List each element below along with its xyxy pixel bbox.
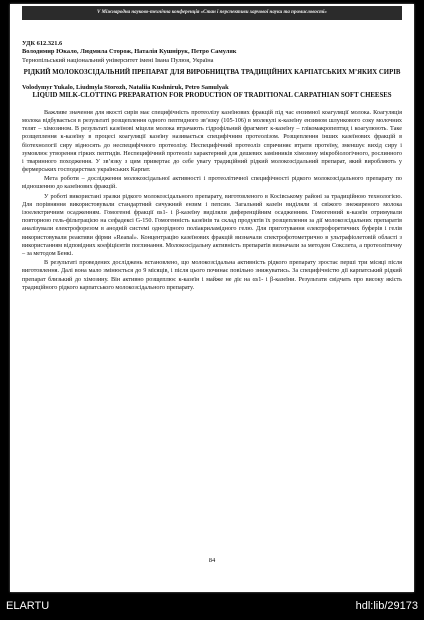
article-body bbox=[22, 40, 402, 293]
affiliation: Тернопільський національний університет імені Івана Пулюя, Україна bbox=[22, 56, 214, 64]
authors-ua: Володимир Юкало, Людмила Сторож, Наталія Кушнірук, Петро Самуляк bbox=[22, 48, 237, 56]
paragraph-results: В результаті проведених досліджень встановлено, що молокозсідальна активність рідкого препарату зростає перші три місяці після виготовлення. Далі вона мало змінюється до 9 місяців, і після цього починає повільно знижуватись. За специфічністю дії карпатський рідкий препарат близький до хімозину. Він активно розщеплює к-казеїн і майже не діє на αs1- і β-казеїни. Результати свідчать про високу якість традиційного рідкого карпатського молокозсідального препарату. bbox=[22, 259, 402, 291]
handle-label: hdl:lib/29173 bbox=[355, 600, 418, 612]
paragraph-methods: У роботі використані зразки рідкого молокозсідального препарату, виготовленого в Косівському районі за традиційною технологією. Для порівняння використовували стандартний сичужний ензим і пепсин. Загальний казеїн виділяли зі свіжого знежиреного молока ізоелектричним осадженням. Гомогенні фракції αs1- і β-казеїну виділяли диференційним осадженням. Гомогенний к-казеїн отримували повторною гель-фільтрацією на сефадексі G-150. Гомогенність казеїнів та склад продуктів їх розщеплення за дії молокозсідальних препаратів аналізували електрофорезом в анодній системі однорідного поліакриламідного гелю. Для приготування електрофоретичних буферів і гелів використовували реактиви фірми «Reanal». Концентрацію казеїнових фракцій визначали спектрофотометрично в ультрафіолетовій області з використанням відповідних коефіцієнтів поглинання. Молокозсідальну активність препаратів визначали за методом Сокслета, а протеолітичну – за методом Бенкі. bbox=[22, 192, 402, 257]
document-page bbox=[10, 4, 414, 592]
paragraph-aim: Мета роботи – дослідження молокозсідальної активності і протеолітичної специфічності рідкого молокозсідального препарату по відношенню до казеїнових фракцій. bbox=[22, 175, 402, 191]
udc-code: УДК 612.321.6 bbox=[22, 40, 63, 47]
viewer-footer bbox=[0, 592, 424, 620]
authors-en: Volodymyr Yukalo, Liudmyla Storozh, Nataliia Kushniruk, Petro Samulyak bbox=[22, 83, 229, 91]
title-ua: РІДКИЙ МОЛОКОЗСІДАЛЬНИЙ ПРЕПАРАТ ДЛЯ ВИРОБНИЦТВА ТРАДИЦІЙНИХ КАРПАТСЬКИХ М’ЯКИХ СИРІВ bbox=[23, 69, 401, 77]
title-en: LIQUID MILK-CLOTTING PREPARATION FOR PRODUCTION OF TRADITIONAL CARPATHIAN SOFT CHEESES bbox=[32, 92, 392, 100]
paragraph-intro: Важливе значення для якості сирів має специфічність протеолізу казеїнових фракцій під час ензимної коагуляції молока. Коагуляція молока відбувається в результаті розщеплення одного пептидного зв’язку (105-106) в молекулі к-казеїну ензимом шлункового соку молочних телят – хімозином. В результаті казеїнові міцели молока втрачають гідрофільний фрагмент к-казеїну – глікомакропептид і коагулюють. Таке розщеплення к-казеїну в процесі коагуляції казеїну називається специфічним протеолізом. Розщеплення інших казеїнових фракцій в біотехнології сиру відносять до неспецифічного протеолізу. Неспецифічний протеоліз спричиняє втрати протеїну, зменшує вихід сиру і зумовлює утворення гірких пептидів. Неспецифічний протеоліз характерний для дешевих замінників хімозину мікробіологічного, рослинного і тваринного походження. У зв’язку з цим привертає до себе увагу традиційний рідкий молокозсідальний препарат, який виробляють у фермерських господарствах українських Карпат. bbox=[22, 108, 402, 174]
page-number: 84 bbox=[208, 557, 216, 564]
running-header: V Міжнародна науково-технічна конференція «Стан і перспективи харчової науки та промисловості» bbox=[22, 6, 402, 20]
repository-label: ELARTU bbox=[6, 600, 50, 612]
